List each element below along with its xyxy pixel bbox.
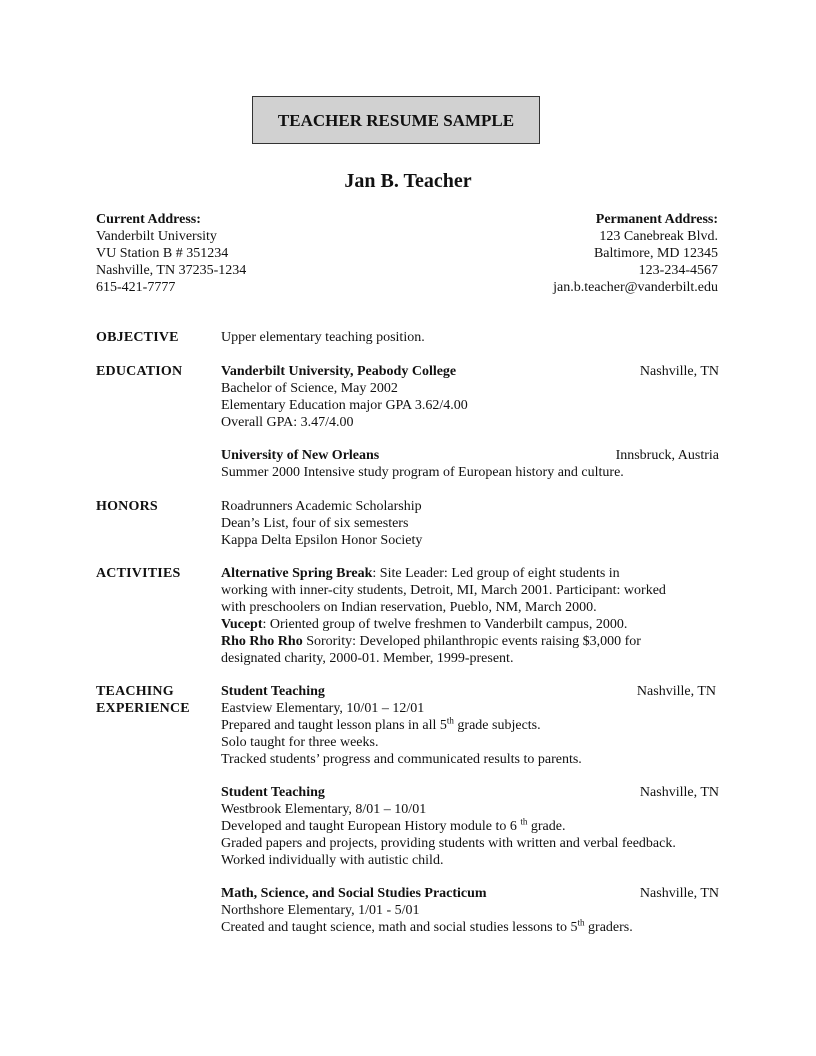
position-detail: Developed and taught European History module to 6 $^{th}$ grade.	[221, 816, 566, 834]
position-detail: Tracked students’ progress and communicated results to parents.	[221, 752, 582, 767]
position-school: Westbrook Elementary, 8/01 – 10/01	[221, 802, 427, 817]
email-address: jan.b.teacher@vanderbilt.edu	[553, 280, 718, 295]
permanent-address-label: Permanent Address:	[595, 212, 718, 227]
section-heading: OBJECTIVE	[96, 330, 179, 345]
section-heading-line: EXPERIENCE	[96, 701, 190, 716]
position-title: Student Teaching	[221, 785, 325, 800]
position-location: Nashville, TN	[636, 684, 716, 699]
activity-name: Rho Rho Rho	[221, 634, 303, 649]
position-location: Nashville, TN	[639, 886, 719, 901]
education-detail: Overall GPA: 3.47/4.00	[221, 415, 354, 430]
position-detail: Solo taught for three weeks.	[221, 735, 379, 750]
position-title: Math, Science, and Social Studies Practicum	[221, 886, 487, 901]
position-detail: Graded papers and projects, providing students with written and verbal feedback.	[221, 836, 676, 851]
activity-line: working with inner-city students, Detroit, MI, March 2001. Participant: worked	[221, 583, 666, 598]
activity-name: Alternative Spring Break	[221, 566, 373, 581]
honor-item: Roadrunners Academic Scholarship	[221, 499, 422, 514]
activity-line	[221, 633, 719, 650]
section-heading: HONORS	[96, 499, 158, 514]
activity-line: with preschoolers on Indian reservation, Pueblo, NM, March 2000.	[221, 600, 597, 615]
school-name: Vanderbilt University, Peabody College	[221, 364, 457, 379]
school-location: Innsbruck, Austria	[615, 448, 719, 463]
current-address	[96, 211, 246, 296]
education-detail: Bachelor of Science, May 2002	[221, 381, 398, 396]
objective-text: Upper elementary teaching position.	[221, 330, 425, 345]
candidate-name: Jan B. Teacher	[344, 170, 472, 192]
position-detail: Prepared and taught lesson plans in all 5th grade subjects.	[221, 715, 541, 733]
education-detail: Summer 2000 Intensive study program of European history and culture.	[221, 465, 624, 480]
school-location: Nashville, TN	[639, 364, 719, 379]
position-detail: Created and taught science, math and social studies lessons to 5th graders.	[221, 917, 633, 935]
section-heading: ACTIVITIES	[96, 566, 181, 581]
resume-title: TEACHER RESUME SAMPLE	[277, 110, 515, 130]
current-address-line: VU Station B # 351234	[96, 246, 229, 261]
activity-line	[221, 616, 719, 633]
permanent-address-line: 123 Canebreak Blvd.	[599, 229, 718, 244]
position-location: Nashville, TN	[639, 785, 719, 800]
activity-name: Vucept	[221, 617, 263, 632]
education-detail: Elementary Education major GPA 3.62/4.00	[221, 398, 468, 413]
permanent-address-line: Baltimore, MD 12345	[593, 246, 718, 261]
permanent-address	[553, 211, 718, 296]
current-address-label: Current Address:	[96, 212, 201, 227]
current-address-line: Nashville, TN 37235-1234	[96, 263, 247, 278]
honor-item: Dean’s List, four of six semesters	[221, 516, 409, 531]
permanent-phone: 123-234-4567	[638, 263, 718, 278]
section-heading-line: TEACHING	[96, 684, 174, 699]
position-school: Eastview Elementary, 10/01 – 12/01	[221, 701, 425, 716]
honor-item: Kappa Delta Epsilon Honor Society	[221, 533, 423, 548]
current-address-line: Vanderbilt University	[96, 229, 217, 244]
activity-text: : Oriented group of twelve freshmen to Vanderbilt campus, 2000.	[262, 617, 628, 632]
activity-text: : Site Leader: Led group of eight students in	[372, 566, 620, 581]
section-heading: EDUCATION	[96, 364, 183, 379]
position-school: Northshore Elementary, 1/01 - 5/01	[221, 903, 420, 918]
position-title: Student Teaching	[221, 684, 325, 699]
activity-text: Sorority: Developed philanthropic events raising $3,000 for	[302, 634, 641, 649]
position-detail: Worked individually with autistic child.	[221, 853, 444, 868]
current-phone: 615-421-7777	[96, 280, 176, 295]
school-name: University of New Orleans	[221, 448, 380, 463]
activity-line: designated charity, 2000-01. Member, 1999-present.	[221, 651, 514, 666]
resume-title-box	[252, 96, 540, 144]
activity-line	[221, 565, 719, 582]
section-heading	[96, 683, 216, 717]
